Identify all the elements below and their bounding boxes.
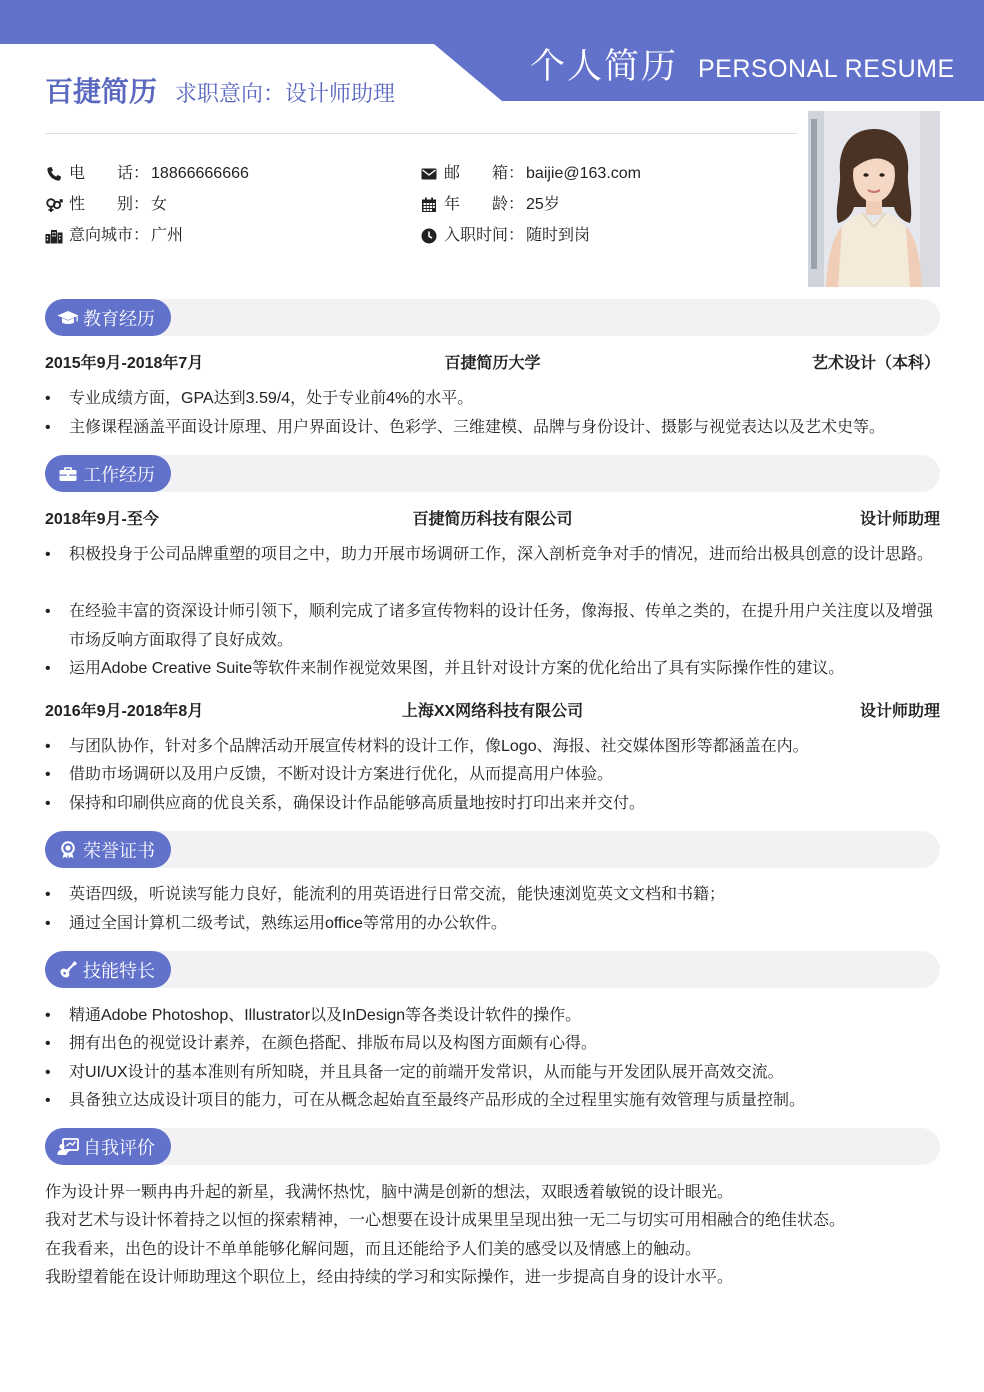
skills-section-title: [45, 951, 171, 988]
list-item: • 通过全国计算机二级考试，熟练运用office等常用的办公软件。: [45, 910, 940, 939]
list-item: • 英语四级，听说读写能力良好，能流利的用英语进行日常交流，能快速浏览英文文档和书籍；: [45, 881, 940, 910]
banner-title: 个人简历: [530, 47, 679, 86]
guitar-icon: [57, 960, 79, 980]
phone-icon: [45, 165, 63, 183]
honors-section-title: [45, 831, 171, 868]
work-1-date: 2018年9月-至今: [45, 511, 159, 528]
info-gender: [45, 195, 167, 215]
gender-value: 女: [151, 196, 168, 213]
self-section-title: [45, 1128, 171, 1165]
education-section-bar: [45, 299, 940, 336]
education-section-title: [45, 299, 171, 336]
work-2-role: 设计师助理: [859, 703, 940, 720]
profile-photo: [808, 111, 940, 287]
phone-value: 18866666666: [151, 165, 249, 182]
skills-title-text: 技能特长: [83, 960, 155, 981]
education-title-text: 教育经历: [83, 308, 155, 329]
list-item: • 拥有出色的视觉设计素养，在颜色搭配、排版布局以及构图方面颇有心得。: [45, 1030, 940, 1059]
email-label: 邮 箱：: [444, 165, 525, 182]
list-item: • 主修课程涵盖平面设计原理、用户界面设计、色彩学、三维建模、品牌与身份设计、摄影与视觉表达以及艺术史等。: [45, 414, 940, 443]
start-value: 随时到岗: [526, 227, 591, 244]
graduation-cap-icon: [57, 308, 79, 328]
city-label: 意向城市：: [69, 227, 150, 244]
briefcase-icon: [57, 464, 79, 484]
list-item: • 对UI/UX设计的基本准则有所知晓，并且具备一定的前端开发常识，从而能与开发团队展开高效交流。: [45, 1059, 940, 1088]
award-ribbon-icon: [57, 840, 79, 860]
envelope-icon: [420, 165, 438, 183]
work-title-text: 工作经历: [83, 464, 155, 485]
list-item: • 专业成绩方面，GPA达到3.59/4，处于专业前4%的水平。: [45, 385, 940, 414]
email-value: baijie@163.com: [526, 165, 641, 182]
list-item: • 在经验丰富的资深设计师引领下，顺利完成了诸多宣传物料的设计任务，像海报、传单之类的，在提升用户关注度以及增强市场反响方面取得了良好成效。: [45, 598, 940, 655]
work-2-date: 2016年9月-2018年8月: [45, 703, 204, 720]
list-item: • 具备独立达成设计项目的能力，可在从概念起始直至最终产品形成的全过程里实施有效管理与质量控制。: [45, 1087, 940, 1116]
self-eval-line: 我盼望着能在设计师助理这个职位上，经由持续的学习和实际操作，进一步提高自身的设计水平。: [45, 1269, 734, 1286]
info-email: [420, 164, 641, 184]
self-title-text: 自我评价: [83, 1137, 155, 1158]
education-date: 2015年9月-2018年7月: [45, 355, 204, 372]
education-entry: [45, 353, 940, 375]
banner-subtitle: PERSONAL RESUME: [698, 55, 955, 83]
calendar-icon: [420, 196, 438, 214]
list-item: • 借助市场调研以及用户反馈，不断对设计方案进行优化，从而提高用户体验。: [45, 761, 940, 790]
honors-title-text: 荣誉证书: [83, 840, 155, 861]
self-eval-line: 在我看来，出色的设计不单单能够化解问题，而且还能给予人们美的感受以及情感上的触动。: [45, 1241, 702, 1258]
self-section-bar: [45, 1128, 940, 1165]
list-item: • 与团队协作，针对多个品牌活动开展宣传材料的设计工作，像Logo、海报、社交媒体图形等都涵盖在内。: [45, 733, 940, 762]
education-major: 艺术设计（本科）: [811, 355, 940, 372]
phone-label: 电 话：: [69, 165, 150, 182]
clock-icon: [420, 227, 438, 245]
banner-slant: [434, 44, 502, 101]
gender-label: 性 别：: [69, 196, 150, 213]
work-section-title: [45, 455, 171, 492]
info-age: [420, 195, 560, 215]
work-section-bar: [45, 455, 940, 492]
header-divider: [45, 133, 797, 134]
work-2-company: 上海XX网络科技有限公司: [401, 703, 584, 720]
job-intent: 求职意向：设计师助理: [175, 81, 396, 106]
presenter-icon: [57, 1137, 79, 1157]
honors-section-bar: [45, 831, 940, 868]
list-item: • 保持和印刷供应商的优良关系，确保设计作品能够高质量地按时打印出来并交付。: [45, 790, 940, 819]
start-label: 入职时间：: [444, 227, 525, 244]
skills-section-bar: [45, 951, 940, 988]
self-eval-line: 我对艺术与设计怀着持之以恒的探索精神，一心想要在设计成果里呈现出独一无二与切实可用相融合的绝佳状态。: [45, 1212, 846, 1229]
resume-name: 百捷简历: [45, 76, 158, 107]
gender-icon: [45, 196, 63, 214]
city-value: 广州: [151, 227, 184, 244]
age-value: 25岁: [526, 196, 560, 213]
list-item: • 精通Adobe Photoshop、Illustrator以及InDesign等各类设计软件的操作。: [45, 1002, 940, 1031]
top-banner: [0, 0, 984, 44]
education-school: 百捷简历大学: [444, 355, 541, 372]
age-label: 年 龄：: [444, 196, 525, 213]
list-item: • 积极投身于公司品牌重塑的项目之中，助力开展市场调研工作，深入剖析竞争对手的情况，进而给出极具创意的设计思路。: [45, 541, 940, 570]
work-1-role: 设计师助理: [859, 511, 940, 528]
info-start: [420, 226, 590, 246]
list-item: • 运用Adobe Creative Suite等软件来制作视觉效果图，并且针对设计方案的优化给出了具有实际操作性的建议。: [45, 655, 940, 684]
info-phone: [45, 164, 249, 184]
self-eval-line: 作为设计界一颗冉冉升起的新星，我满怀热忱，脑中满是创新的想法，双眼透着敏锐的设计眼光。: [45, 1184, 734, 1201]
work-entry-2: [45, 701, 940, 723]
building-icon: [45, 227, 63, 245]
info-city: [45, 226, 183, 246]
work-1-company: 百捷简历科技有限公司: [412, 511, 573, 528]
work-entry-1: [45, 509, 940, 531]
